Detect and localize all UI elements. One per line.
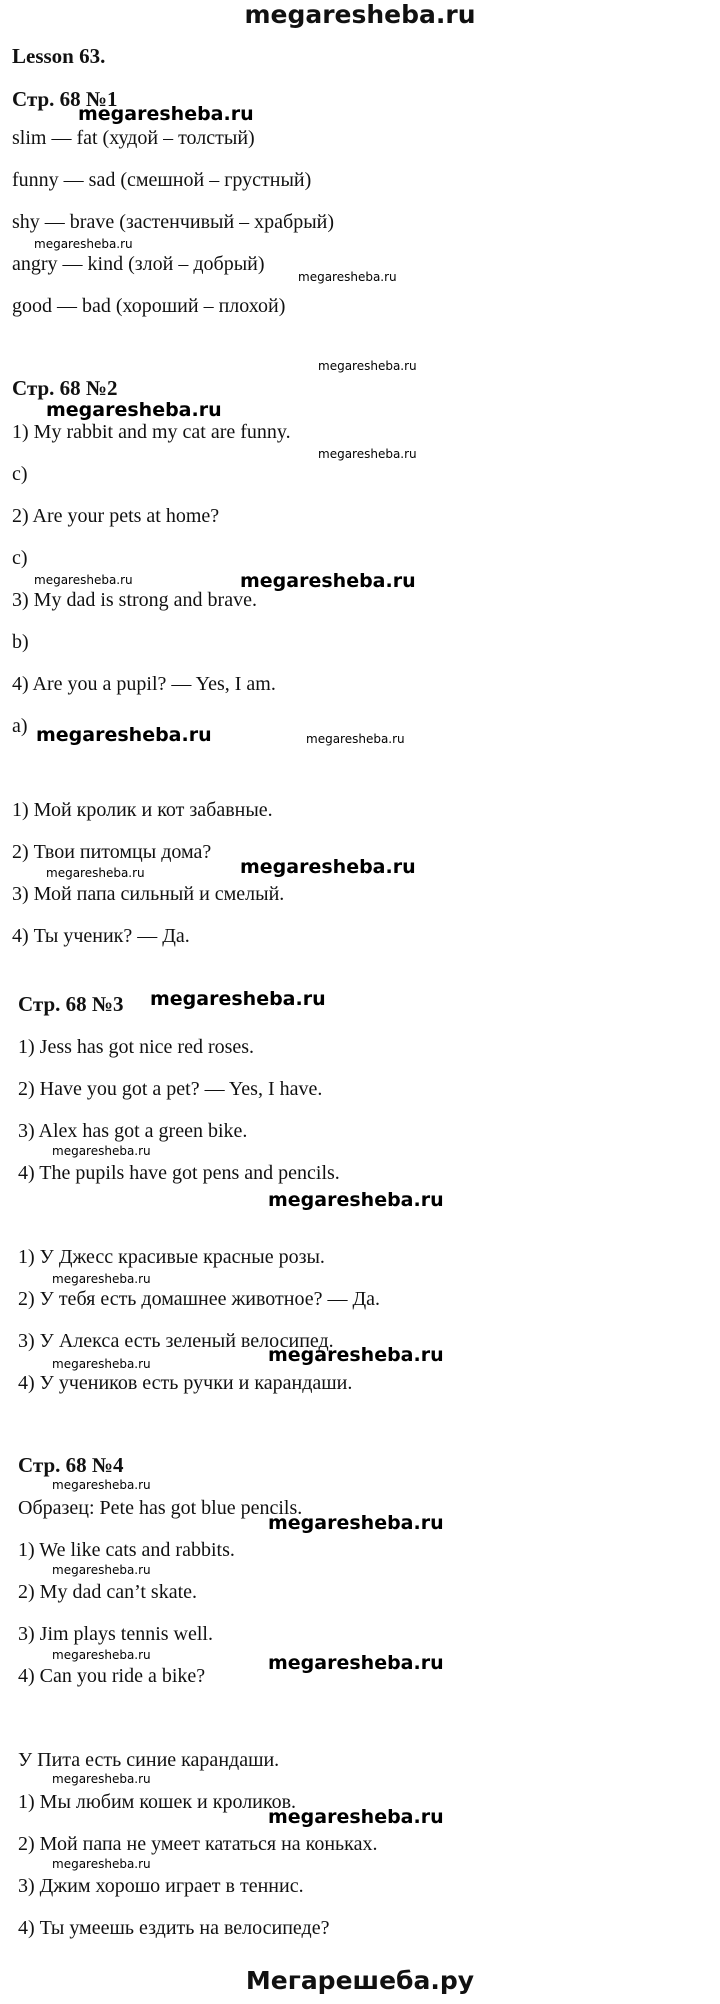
watermark: megaresheba.ru bbox=[34, 237, 133, 251]
watermark: megaresheba.ru bbox=[52, 1563, 151, 1577]
watermark: megaresheba.ru bbox=[318, 359, 417, 373]
watermark: megaresheba.ru bbox=[52, 1478, 151, 1492]
site-footer[interactable]: Мегарешеба.ру bbox=[245, 1966, 475, 1995]
watermark: megaresheba.ru bbox=[52, 1272, 151, 1286]
ex2-heading: Стр. 68 №2 bbox=[12, 376, 118, 400]
ex2-item-2: 2) Are your pets at home? bbox=[12, 505, 220, 527]
watermark: megaresheba.ru bbox=[268, 1806, 444, 1828]
ex3-item-3: 3) Alex has got a green bike. bbox=[18, 1120, 248, 1142]
ex4-item-4: 4) Can you ride a bike? bbox=[18, 1665, 206, 1687]
ex4-heading: Стр. 68 №4 bbox=[18, 1453, 124, 1477]
ex1-heading: Стр. 68 №1 bbox=[12, 87, 118, 111]
watermark: megaresheba.ru bbox=[240, 570, 416, 592]
watermark: megaresheba.ru bbox=[268, 1512, 444, 1534]
site-header[interactable]: megaresheba.ru bbox=[244, 0, 476, 29]
ex4-translation-1: 1) Мы любим кошек и кроликов. bbox=[18, 1791, 297, 1813]
watermark: megaresheba.ru bbox=[268, 1344, 444, 1366]
ex2-answer-4: a) bbox=[12, 715, 28, 737]
watermark: megaresheba.ru bbox=[298, 270, 397, 284]
watermark: megaresheba.ru bbox=[306, 732, 405, 746]
lesson-title: Lesson 63. bbox=[12, 44, 106, 68]
ex3-heading: Стр. 68 №3 bbox=[18, 992, 124, 1016]
ex1-line-2: funny — sad (смешной – грустный) bbox=[12, 169, 312, 191]
watermark: megaresheba.ru bbox=[46, 866, 145, 880]
watermark: megaresheba.ru bbox=[52, 1857, 151, 1871]
ex4-item-1: 1) We like cats and rabbits. bbox=[18, 1539, 235, 1561]
ex1-line-1: slim — fat (худой – толстый) bbox=[12, 127, 255, 149]
watermark: megaresheba.ru bbox=[268, 1652, 444, 1674]
watermark: megaresheba.ru bbox=[318, 447, 417, 461]
ex3-item-4: 4) The pupils have got pens and pencils. bbox=[18, 1162, 340, 1184]
ex2-answer-2: c) bbox=[12, 547, 28, 569]
watermark: megaresheba.ru bbox=[78, 103, 254, 125]
ex4-translation-3: 3) Джим хорошо играет в теннис. bbox=[18, 1875, 304, 1897]
ex2-answer-3: b) bbox=[12, 631, 29, 653]
ex2-answer-1: c) bbox=[12, 463, 28, 485]
watermark: megaresheba.ru bbox=[34, 573, 133, 587]
ex1-line-5: good — bad (хороший – плохой) bbox=[12, 295, 286, 317]
ex2-translation-3: 3) Мой папа сильный и смелый. bbox=[12, 883, 285, 905]
ex3-item-2: 2) Have you got a pet? — Yes, I have. bbox=[18, 1078, 323, 1100]
ex2-translation-1: 1) Мой кролик и кот забавные. bbox=[12, 799, 273, 821]
ex4-translation-sample: У Пита есть синие карандаши. bbox=[18, 1749, 280, 1771]
watermark: megaresheba.ru bbox=[46, 399, 222, 421]
ex3-item-1: 1) Jess has got nice red roses. bbox=[18, 1036, 255, 1058]
ex4-item-2: 2) My dad can’t skate. bbox=[18, 1581, 198, 1603]
ex4-item-3: 3) Jim plays tennis well. bbox=[18, 1623, 213, 1645]
ex3-translation-3: 3) У Алекса есть зеленый велосипед. bbox=[18, 1330, 334, 1352]
ex4-translation-2: 2) Мой папа не умеет кататься на коньках. bbox=[18, 1833, 378, 1855]
watermark: megaresheba.ru bbox=[52, 1144, 151, 1158]
ex3-translation-4: 4) У учеников есть ручки и карандаши. bbox=[18, 1372, 353, 1394]
ex3-translation-1: 1) У Джесс красивые красные розы. bbox=[18, 1246, 325, 1268]
ex4-translation-4: 4) Ты умеешь ездить на велосипеде? bbox=[18, 1917, 330, 1939]
ex2-translation-4: 4) Ты ученик? — Да. bbox=[12, 925, 190, 947]
watermark: megaresheba.ru bbox=[268, 1189, 444, 1211]
ex1-line-3: shy — brave (застенчивый – храбрый) bbox=[12, 211, 335, 233]
ex3-translation-2: 2) У тебя есть домашнее животное? — Да. bbox=[18, 1288, 381, 1310]
watermark: megaresheba.ru bbox=[52, 1357, 151, 1371]
watermark: megaresheba.ru bbox=[240, 856, 416, 878]
ex2-item-4: 4) Are you a pupil? — Yes, I am. bbox=[12, 673, 276, 695]
ex2-translation-2: 2) Твои питомцы дома? bbox=[12, 841, 212, 863]
watermark: megaresheba.ru bbox=[150, 988, 326, 1010]
ex2-item-1: 1) My rabbit and my cat are funny. bbox=[12, 421, 291, 443]
watermark: megaresheba.ru bbox=[52, 1648, 151, 1662]
ex1-line-4: angry — kind (злой – добрый) bbox=[12, 253, 265, 275]
ex4-sample: Образец: Pete has got blue pencils. bbox=[18, 1497, 303, 1519]
watermark: megaresheba.ru bbox=[52, 1772, 151, 1786]
watermark: megaresheba.ru bbox=[36, 724, 212, 746]
ex2-item-3: 3) My dad is strong and brave. bbox=[12, 589, 257, 611]
